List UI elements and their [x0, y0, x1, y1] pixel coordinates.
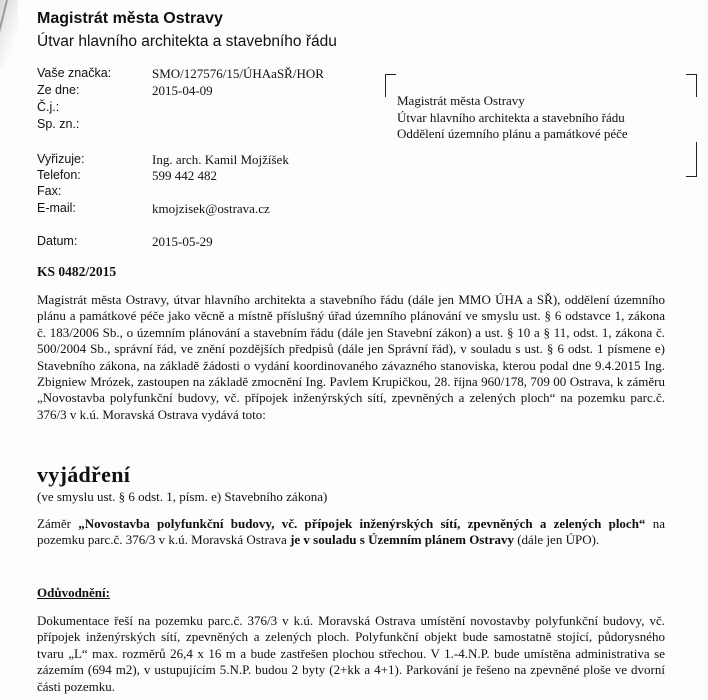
- statement-suffix: (dále jen ÚPO).: [513, 532, 600, 548]
- meta-label-reference: Vaše značka:: [37, 66, 112, 80]
- reasoning-paragraph: [37, 613, 665, 695]
- meta-label-file-mark: Sp. zn.:: [37, 117, 80, 131]
- document-title: vyjádření: [37, 462, 131, 487]
- reasoning-text: Dokumentace řeší na pozemku parc.č. 376/3 v k.ú. Moravská Ostrava umístění novostavby polyfunkční budovy, vč. přípojek inženýrských sítí, zpevněných a zelených ploch. Polyfunkční objekt bude samostatně stojící, půdorysného tvaru „L“ max. rozměrů 26,4 x 16 m a bude zastřešen plochou střechou. V 1.-4.N.P. bude umístěna administrativa se zázemím (694 m2), v ustupujícím 5.N.P. budou 2 byty (2+kk a 4+1). Parkování je řešeno na zpevněné ploše ve dvorní části pozemku.: [37, 613, 665, 694]
- meta-value-date-from: 2015-04-09: [152, 83, 213, 98]
- statement-prefix: Záměr: [37, 516, 79, 531]
- document-subtitle: (ve smyslu ust. § 6 odst. 1, písm. e) Stavebního zákona): [37, 489, 328, 504]
- meta-value-date: 2015-05-29: [152, 234, 213, 249]
- office-name: Magistrát města Ostravy: [37, 10, 223, 27]
- meta-value-email: kmojzisek@ostrava.cz: [152, 201, 270, 216]
- statement-paragraph: [37, 516, 665, 549]
- addressee-line: Magistrát města Ostravy: [397, 93, 525, 108]
- addressee-lines: [397, 93, 628, 143]
- meta-label-handled-by: Vyřizuje:: [37, 152, 85, 166]
- department-name: Útvar hlavního architekta a stavebního řádu: [37, 33, 337, 50]
- meta-label-email: E-mail:: [37, 201, 76, 215]
- meta-label-date: Datum:: [37, 234, 78, 248]
- statement-verdict: je v souladu s Územním plánem Ostravy: [290, 532, 514, 548]
- meta-label-phone: Telefon:: [37, 168, 81, 182]
- meta-value-handled-by: Ing. arch. Kamil Mojžíšek: [152, 152, 289, 167]
- address-corner-mark: [385, 74, 396, 97]
- meta-label-ref-number: Č.j.:: [37, 100, 60, 114]
- addressee-window: [385, 74, 697, 184]
- intro-paragraph-text: Magistrát města Ostravy, útvar hlavního architekta a stavebního řádu (dále jen MMO ÚHA a SŘ), oddělení územního plánu a památkové péče jako věcně a místně příslušný úřad územního plánování ve smyslu ust. § 6 odstavce 1, zákona č. 183/2006 Sb., o územním plánování a stavebním řádu (dále jen Stavební zákon) a ust. § 10 a § 11, odst. 1, zákona č. 500/2004 Sb., správní řád, ve znění pozdějších předpisů (dále jen Správní řád), v souladu s ust. § 6 odst. 1 písmene e) Stavebního zákona, na základě žádosti o vydání koordinovaného závazného stanoviska, kterou podal dne 9.4.2015 Ing. Zbigniew Mrózek, zastoupen na základě zmocnění Ing. Pavlem Krupičkou, 28. října 960/178, 709 00 Ostrava, k záměru „Novostavba polyfunkční budovy, vč. přípojek inženýrských sítí, zpevněných a zelených ploch“ na pozemku parc.č. 376/3 v k.ú. Moravská Ostrava vydává toto:: [37, 292, 665, 422]
- intro-paragraph: [37, 292, 665, 423]
- meta-label-date-from: Ze dne:: [37, 83, 80, 97]
- statement-middle: na pozemku parc.č. 376/3 v k.ú. Moravská Ostrava: [37, 516, 665, 548]
- addressee-line: Útvar hlavního architekta a stavebního řádu: [397, 109, 625, 125]
- case-number: KS 0482/2015: [37, 264, 117, 279]
- meta-label-fax: Fax:: [37, 184, 62, 198]
- address-corner-mark: [686, 142, 697, 177]
- meta-value-phone: 599 442 482: [152, 168, 217, 183]
- reasoning-heading: Odůvodnění:: [37, 585, 110, 600]
- meta-value-reference: SMO/127576/15/ÚHAaSŘ/HOR: [152, 66, 324, 81]
- address-corner-mark: [686, 74, 697, 97]
- statement-text: [37, 516, 665, 549]
- addressee-line: Oddělení územního plánu a památkové péče: [397, 126, 628, 141]
- statement-project: „Novostavba polyfunkční budovy, vč. přípojek inženýrských sítí, zpevněných a zelených ploch“: [78, 516, 646, 531]
